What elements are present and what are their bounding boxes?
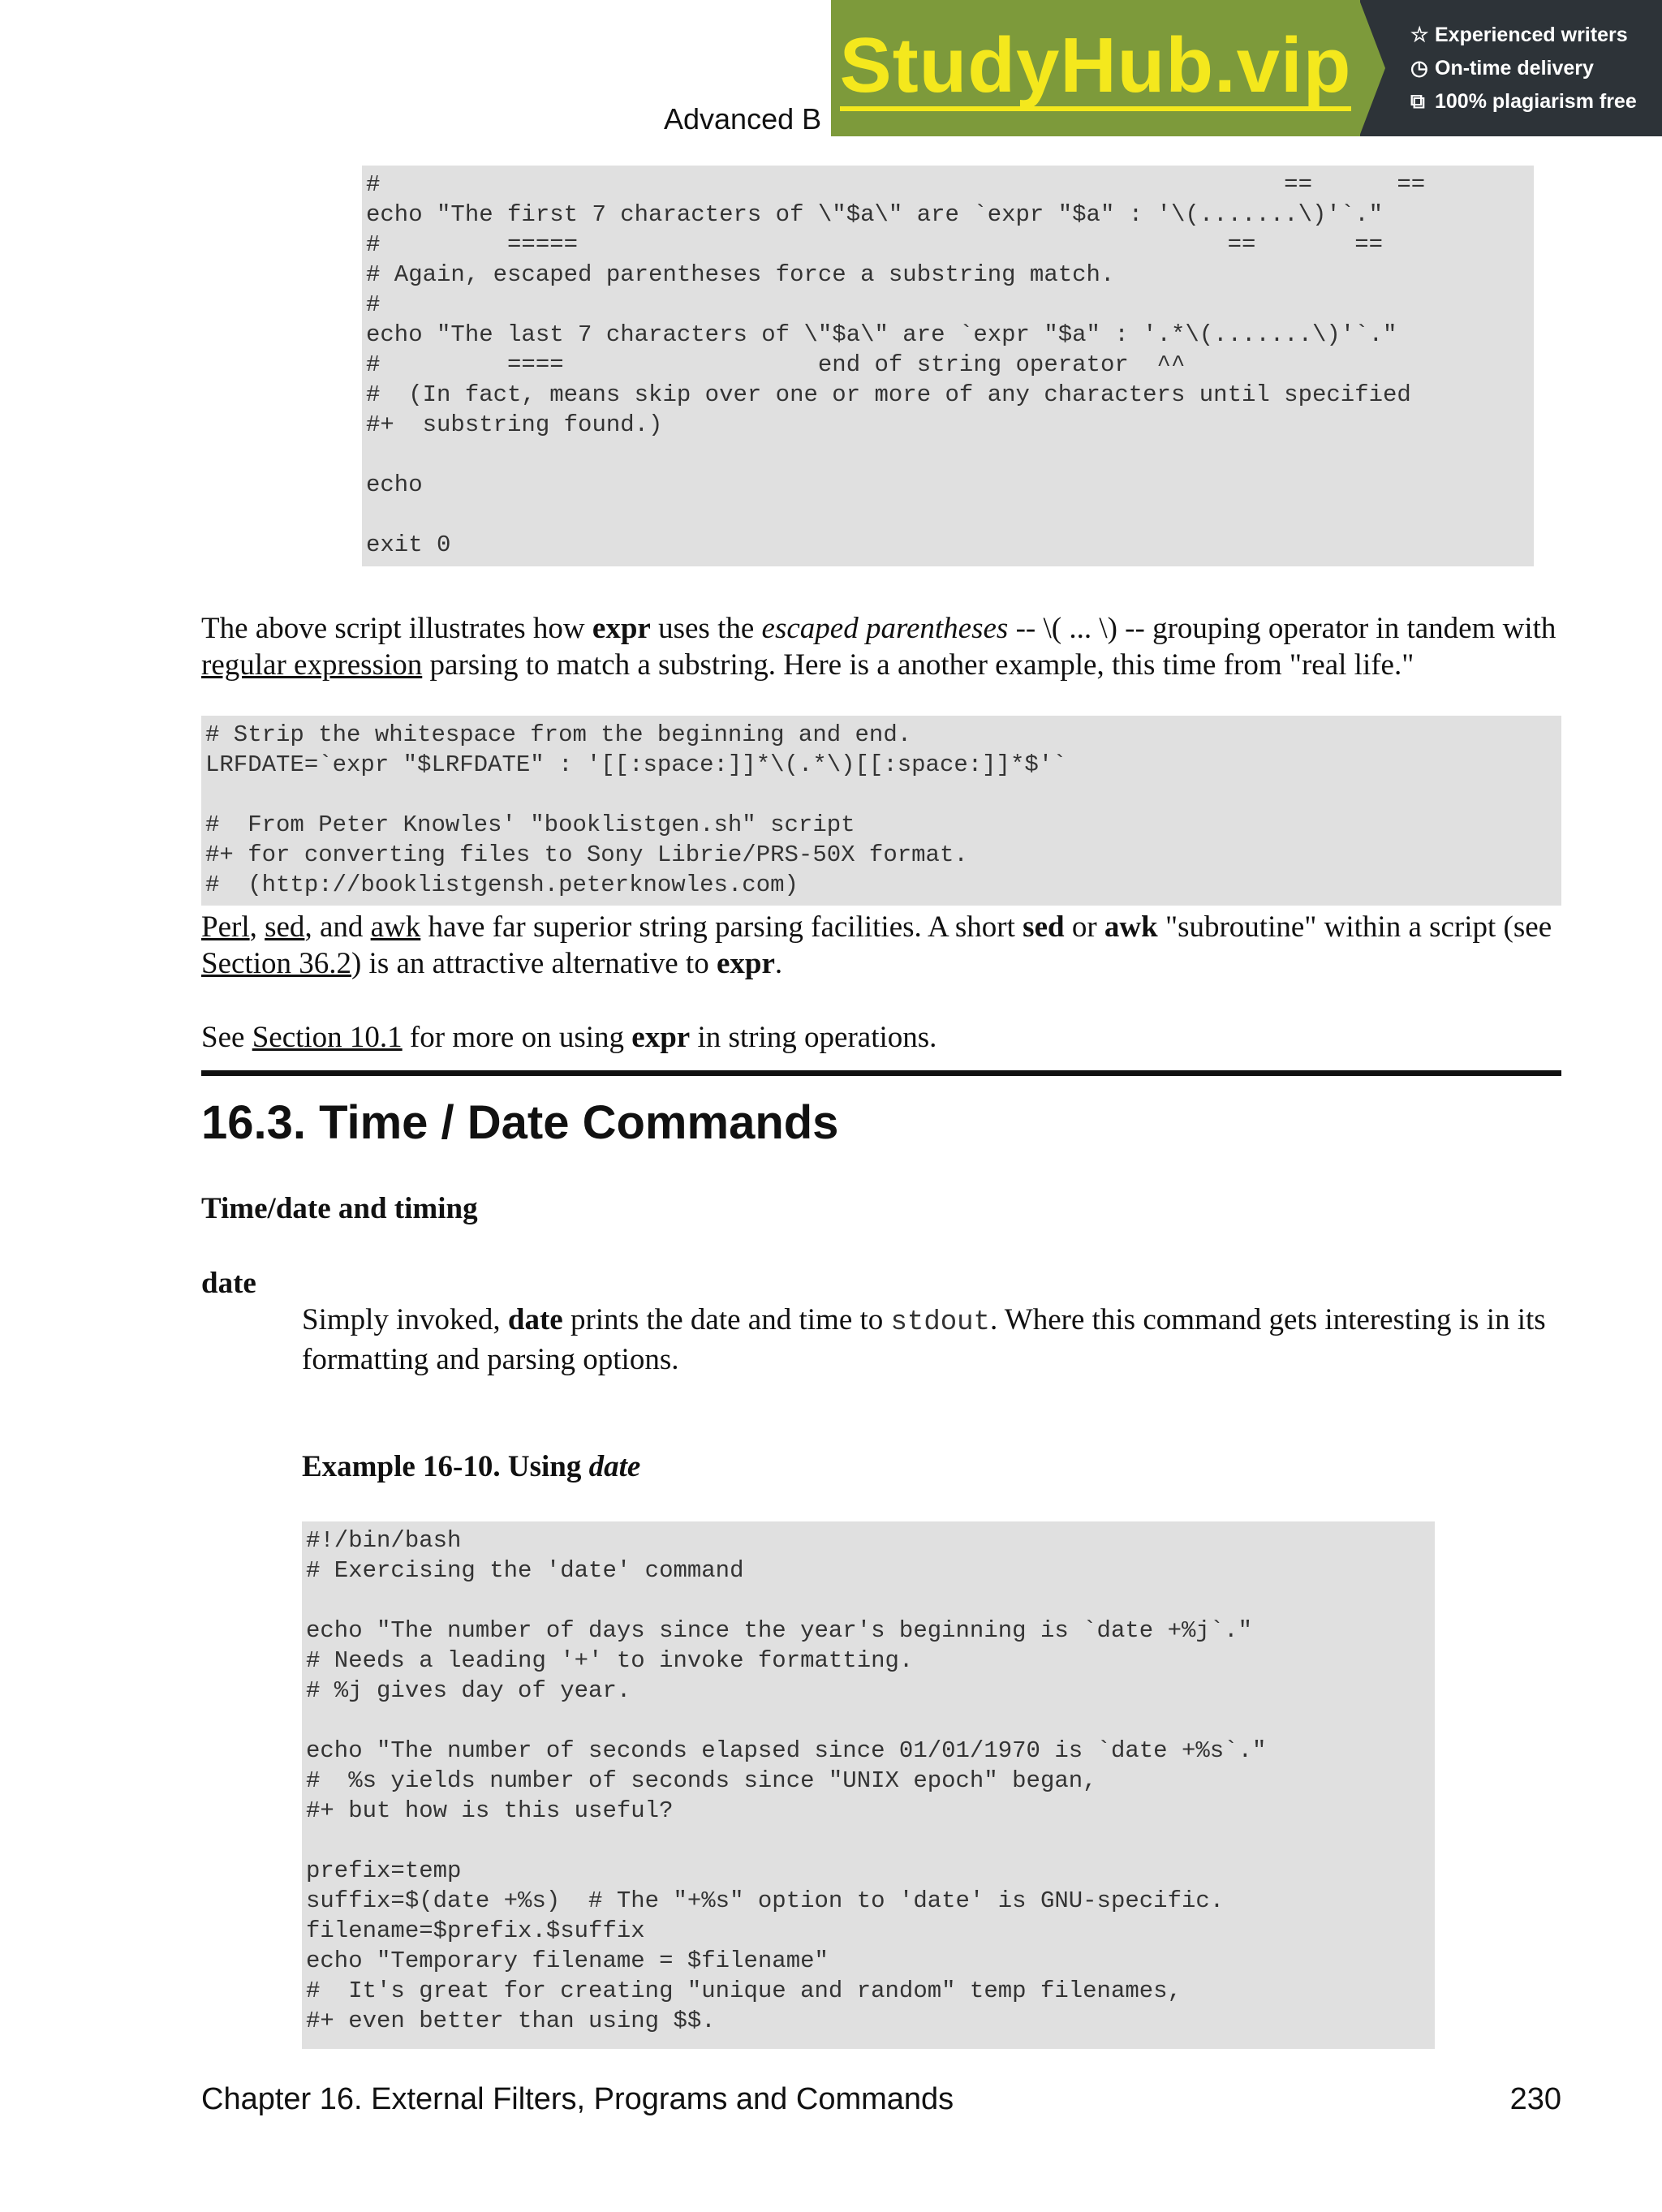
code-line: # ==== end of string operator ^^: [366, 351, 1186, 378]
code-line: #+ but how is this useful?: [306, 1797, 674, 1824]
code-line: #!/bin/bash: [306, 1527, 462, 1554]
section-title: 16.3. Time / Date Commands: [201, 1096, 839, 1149]
code-line: [366, 440, 1530, 470]
code-line: # Again, escaped parentheses force a substring match.: [366, 261, 1115, 288]
code-line: [366, 500, 1530, 530]
subsection-heading: Time/date and timing: [201, 1192, 478, 1225]
code-line: [205, 780, 1557, 810]
code-block-date-example: [302, 1521, 1435, 2049]
code-line: suffix=$(date +%s) # The "+%s" option to 'date' is GNU-specific.: [306, 1887, 1225, 1914]
code-line: # == ==: [366, 171, 1426, 198]
code-line: # Strip the whitespace from the beginning and end.: [205, 721, 912, 748]
term-date: date: [201, 1267, 256, 1300]
code-line: # (http://booklistgensh.peterknowles.com): [205, 871, 799, 898]
paragraph-expr-explanation: The above script illustrates how expr uses the escaped parentheses -- \( ... \) -- grouping operator in tandem with regular expression parsing to match a substring. Here is a another example, this time from "real life.": [201, 612, 1557, 682]
star-icon: ☆: [1410, 23, 1429, 46]
link-section-36-2[interactable]: Section 36.2: [201, 947, 351, 980]
code-line: [306, 1706, 1431, 1736]
code-block-lrfdate: [201, 716, 1561, 906]
code-line: #+ even better than using $$.: [306, 2008, 716, 2034]
code-line: # Needs a leading '+' to invoke formatting.: [306, 1647, 914, 1674]
running-header: Advanced B: [664, 102, 822, 136]
code-line: echo "The number of days since the year's beginning is `date +%j`.": [306, 1617, 1252, 1644]
code-line: exit 0: [366, 531, 451, 558]
code-line: prefix=temp: [306, 1857, 462, 1884]
paragraph-see-section: See Section 10.1 for more on using expr in string operations.: [201, 1021, 937, 1054]
paragraph-parsing-alternatives: Perl, sed, and awk have far superior string parsing facilities. A short sed or awk "subroutine" within a script (see Section 36.2) is an attractive alternative to expr.: [201, 910, 1552, 980]
code-line: echo "The last 7 characters of \"$a\" are `expr "$a" : '.*\(.......\)'`.": [366, 321, 1397, 348]
code-line: #: [366, 291, 381, 318]
banner-logo-area: [831, 0, 1360, 136]
link-perl[interactable]: Perl: [201, 910, 250, 944]
example-title: Example 16-10. Using date: [302, 1450, 641, 1483]
code-block-expr: [362, 166, 1534, 566]
feature-label: 100% plagiarism free: [1435, 89, 1637, 113]
code-line: filename=$prefix.$suffix: [306, 1917, 645, 1944]
link-awk[interactable]: awk: [370, 910, 421, 944]
feature-label: Experienced writers: [1435, 23, 1628, 46]
link-sed[interactable]: sed: [265, 910, 305, 944]
studyhub-banner[interactable]: [831, 0, 1662, 136]
code-line: echo "The first 7 characters of \"$a\" are `expr "$a" : '\(.......\)'`.": [366, 201, 1384, 228]
code-line: # Exercising the 'date' command: [306, 1557, 744, 1584]
code-line: [306, 1826, 1431, 1856]
feature-item: [1410, 85, 1662, 118]
code-line: # ===== == ==: [366, 231, 1384, 258]
code-line: #+ for converting files to Sony Librie/PRS-50X format.: [205, 841, 968, 868]
footer-chapter: Chapter 16. External Filters, Programs and Commands: [201, 2082, 954, 2116]
link-section-10-1[interactable]: Section 10.1: [252, 1021, 403, 1054]
code-line: # From Peter Knowles' "booklistgen.sh" script: [205, 811, 855, 838]
code-line: LRFDATE=`expr "$LRFDATE" : '[[:space:]]*\(.*\)[[:space:]]*$'`: [205, 751, 1067, 778]
code-line: echo "Temporary filename = $filename": [306, 1947, 829, 1974]
code-line: # %j gives day of year.: [306, 1677, 631, 1704]
banner-features: [1360, 0, 1662, 136]
clock-icon: ◷: [1410, 56, 1428, 80]
code-line: echo: [366, 471, 423, 498]
studyhub-logo: StudyHub.vip: [840, 25, 1352, 111]
code-line: echo "The number of seconds elapsed since 01/01/1970 is `date +%s`.": [306, 1737, 1267, 1764]
definition-date: Simply invoked, date prints the date and time to stdout. Where this command gets interesting is in its formatting and parsing options.: [302, 1303, 1546, 1376]
code-line: # (In fact, means skip over one or more of any characters until specified: [366, 381, 1411, 408]
feature-item: [1410, 52, 1662, 85]
code-line: #+ substring found.): [366, 411, 663, 438]
code-line: # It's great for creating "unique and random" temp filenames,: [306, 1977, 1182, 2004]
feature-item: [1410, 19, 1662, 52]
code-line: [306, 1586, 1431, 1616]
feature-label: On-time delivery: [1435, 56, 1594, 80]
page-number: 230: [1509, 2082, 1561, 2116]
link-regular-expression[interactable]: regular expression: [201, 648, 423, 682]
section-divider: [201, 1070, 1561, 1076]
copy-icon: ⧉: [1410, 89, 1425, 113]
code-line: # %s yields number of seconds since "UNIX epoch" began,: [306, 1767, 1097, 1794]
